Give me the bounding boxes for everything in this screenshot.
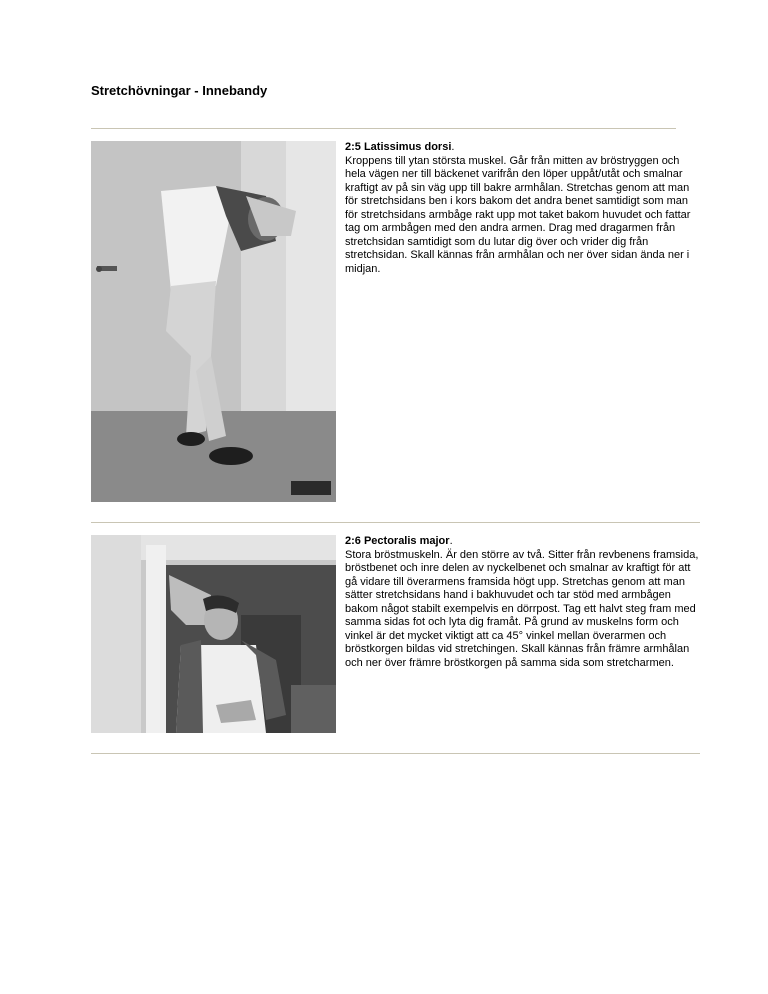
exercise-text xyxy=(345,141,702,276)
latissimus-stretch-photo xyxy=(91,141,336,502)
divider xyxy=(91,522,700,523)
exercise-body: Kroppens till ytan största muskel. Går från mitten av bröstryggen och hela vägen ner till bäckenet varifrån den löper uppåt/utåt och smalnar kraftigt av på sin väg upp till bakre armhålan. Stretchas genom att man för stretchsidans ben i kors bakom det andra benet samtidigt som man för stretchsidans armbåge rakt upp mot taket bakom huvudet och fattar tag om armbågen med den andra armen. Drag med dragarmen från stretchsidan samtidigt som du lutar dig över och vrider dig från stretchsidan. Skall kännas från armhålan och ner över sidan ända ner i midjan. xyxy=(345,154,691,275)
pectoralis-stretch-photo xyxy=(91,535,336,733)
exercise-text xyxy=(345,535,702,670)
divider xyxy=(91,753,700,754)
exercise-heading: 2:5 Latissimus dorsi xyxy=(345,141,452,153)
divider xyxy=(91,128,676,129)
heading-suffix: . xyxy=(449,535,453,547)
exercise-heading: 2:6 Pectoralis major xyxy=(345,535,450,547)
page-title: Stretchövningar - Innebandy xyxy=(91,83,268,98)
exercise-body: Stora bröstmuskeln. Är den större av två. Sitter från revbenens framsida, bröstbenet och inre delen av nyckelbenet och smalnar av kraftigt för att gå vidare till överarmens framsida högt upp. Stretchas genom att man sätter stretchsidans hand i bakhuvudet och tar stöd med armbågen bakom något stabilt exempelvis en dörrpost. Tag ett halvt steg fram med samma sidas fot och lyta dig framåt. På grund av muskelns form och vinkel är det mycket viktigt att ca 45° vinkel mellan överarmen och bröstkorgen bildas vid stretchingen. Skall kännas från främre armhålan och ner över främre bröstkorgen på samma sida som stretcharmen. xyxy=(345,548,699,669)
heading-suffix: . xyxy=(451,141,455,153)
